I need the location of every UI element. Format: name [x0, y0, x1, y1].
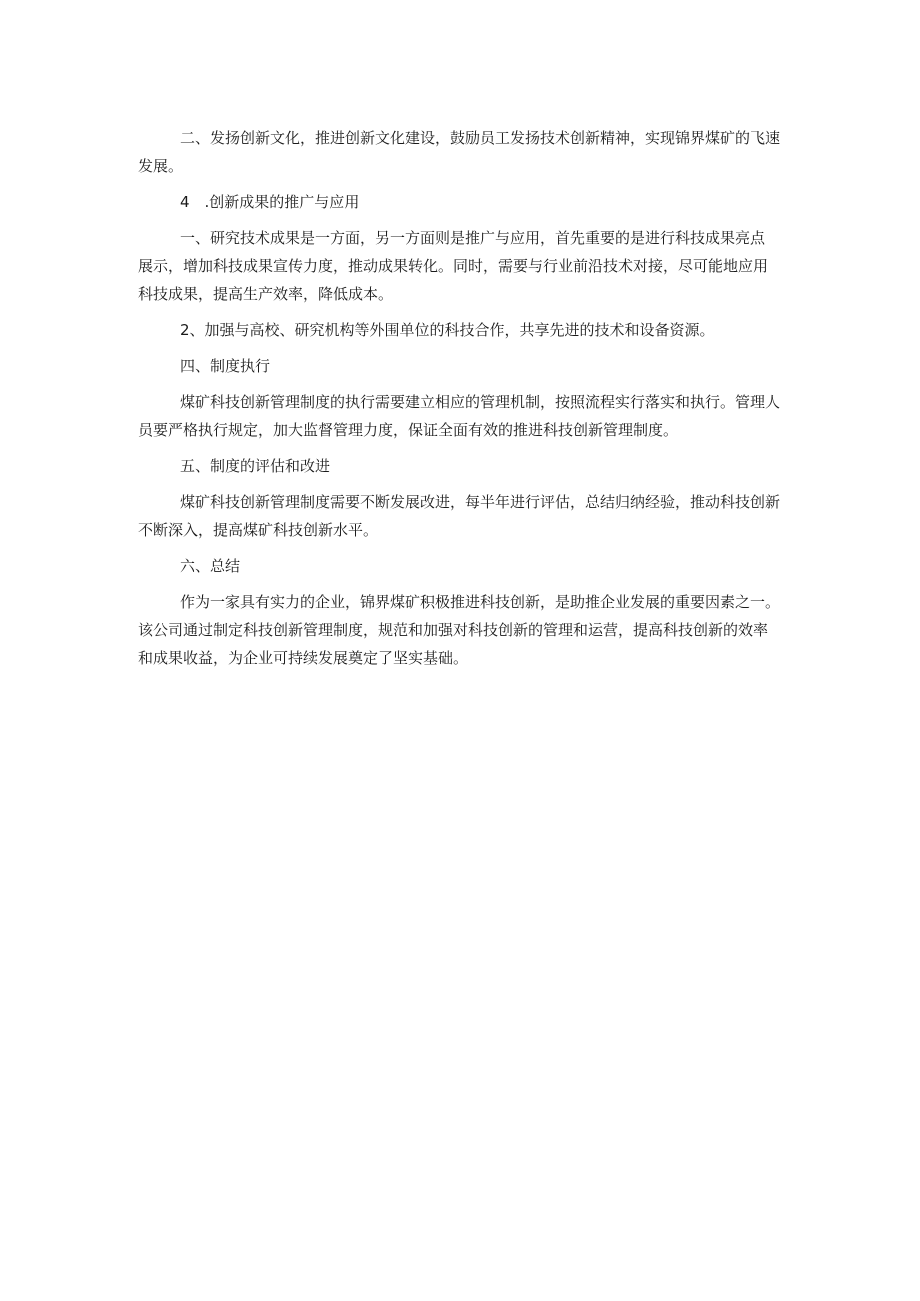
- section-heading-execution: [138, 352, 798, 380]
- text-line: 和成果收益，为企业可持续发展奠定了坚实基础。: [138, 649, 469, 667]
- text-line: 作为一家具有实力的企业，锦界煤矿积极推进科技创新，是助推企业发展的重要因素之一。: [180, 593, 781, 611]
- heading-text: 五、制度的评估和改进: [180, 457, 331, 475]
- text-line: 煤矿科技创新管理制度的执行需要建立相应的管理机制，按照流程实行落实和执行。管理人: [180, 393, 781, 411]
- heading-text: 4 .创新成果的推广与应用: [180, 193, 360, 211]
- text-line: 展示，增加科技成果宣传力度，推动成果转化。同时，需要与行业前沿技术对接，尽可能地应用: [138, 257, 769, 275]
- text-line: 发展。: [138, 157, 184, 175]
- paragraph-evaluation: [138, 488, 798, 544]
- text-line: 2、加强与高校、研究机构等外围单位的科技合作，共享先进的技术和设备资源。: [180, 321, 715, 339]
- section-heading-evaluation: [138, 452, 798, 480]
- text-line: 不断深入，提高煤矿科技创新水平。: [138, 521, 379, 539]
- text-line: 煤矿科技创新管理制度需要不断发展改进，每半年进行评估，总结归纳经验，推动科技创新: [180, 493, 781, 511]
- paragraph-summary: [138, 588, 798, 672]
- text-line: 一、研究技术成果是一方面，另一方面则是推广与应用，首先重要的是进行科技成果亮点: [180, 229, 766, 247]
- paragraph-application: [138, 224, 798, 308]
- text-line: 该公司通过制定科技创新管理制度，规范和加强对科技创新的管理和运营，提高科技创新的效率: [138, 621, 769, 639]
- text-line: 二、发扬创新文化，推进创新文化建设，鼓励员工发扬技术创新精神，实现锦界煤矿的飞速: [180, 129, 781, 147]
- paragraph-execution: [138, 388, 798, 444]
- paragraph-culture: [138, 124, 798, 180]
- document-body: [138, 124, 798, 672]
- heading-text: 六、总结: [180, 557, 241, 575]
- section-heading-summary: [138, 552, 798, 580]
- heading-text: 四、制度执行: [180, 357, 271, 375]
- text-line: 科技成果，提高生产效率，降低成本。: [138, 285, 394, 303]
- paragraph-cooperation: [138, 316, 798, 344]
- section-heading-promotion: [138, 188, 798, 216]
- text-line: 员要严格执行规定，加大监督管理力度，保证全面有效的推进科技创新管理制度。: [138, 421, 679, 439]
